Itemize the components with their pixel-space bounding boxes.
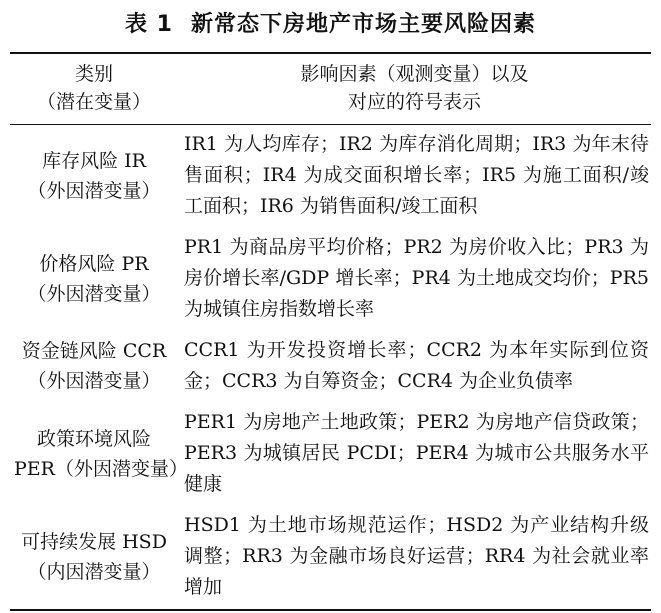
category-cell <box>10 228 178 331</box>
table-number: 表 1 <box>125 12 173 37</box>
table-title <box>10 8 651 42</box>
table-row <box>10 403 651 506</box>
description-cell: PER1 为房地产土地政策；PER2 为房地产信贷政策；PER3 为城镇居民 PCDI；PER4 为城市公共服务水平健康 <box>184 411 649 495</box>
table-row <box>10 331 651 403</box>
table-row <box>10 506 651 610</box>
category-cell <box>10 506 178 610</box>
description-cell: IR1 为人均库存；IR2 为库存消化周期；IR3 为年末待售面积；IR4 为成交面积增长率；IR5 为施工面积/竣工面积；IR6 为销售面积/竣工面积 <box>184 133 649 217</box>
category-type: （外因潜变量） <box>27 179 161 202</box>
table-title-text: 新常态下房地产市场主要风险因素 <box>190 12 536 37</box>
description-cell: HSD1 为土地市场规范运作；HSD2 为产业结构升级调整；RR3 为金融市场良好运营；RR4 为社会就业率增加 <box>184 514 649 598</box>
header-category: 类别 （潜在变量） <box>36 63 151 113</box>
category-cell <box>10 403 188 506</box>
table-row <box>10 125 651 229</box>
description-cell: PR1 为商品房平均价格；PR2 为房价收入比；PR3 为房价增长率/GDP 增长率；PR4 为土地成交均价；PR5 为城镇住房指数增长率 <box>184 236 649 320</box>
category-cell <box>10 331 178 403</box>
description-cell: CCR1 为开发投资增长率；CCR2 为本年实际到位资金；CCR3 为自筹资金；CCR4 为企业负债率 <box>184 339 649 392</box>
category-name: 政策环境风险 <box>36 427 151 450</box>
category-type: （外因潜变量） <box>27 282 161 305</box>
category-type: PER（外因潜变量） <box>14 457 188 480</box>
table-row <box>10 228 651 331</box>
header-factors: 影响因素（观测变量）以及 对应的符号表示 <box>300 63 529 113</box>
category-name: 价格风险 PR <box>39 252 149 275</box>
category-name: 可持续发展 HSD <box>21 530 167 553</box>
category-name: 资金链风险 CCR <box>21 340 167 362</box>
category-cell <box>10 125 178 229</box>
category-type: （内因潜变量） <box>27 560 161 583</box>
category-type: （外因潜变量） <box>27 370 161 392</box>
table-header-row <box>10 53 651 125</box>
category-name: 库存风险 IR <box>42 149 146 172</box>
risk-factor-table <box>10 52 651 611</box>
